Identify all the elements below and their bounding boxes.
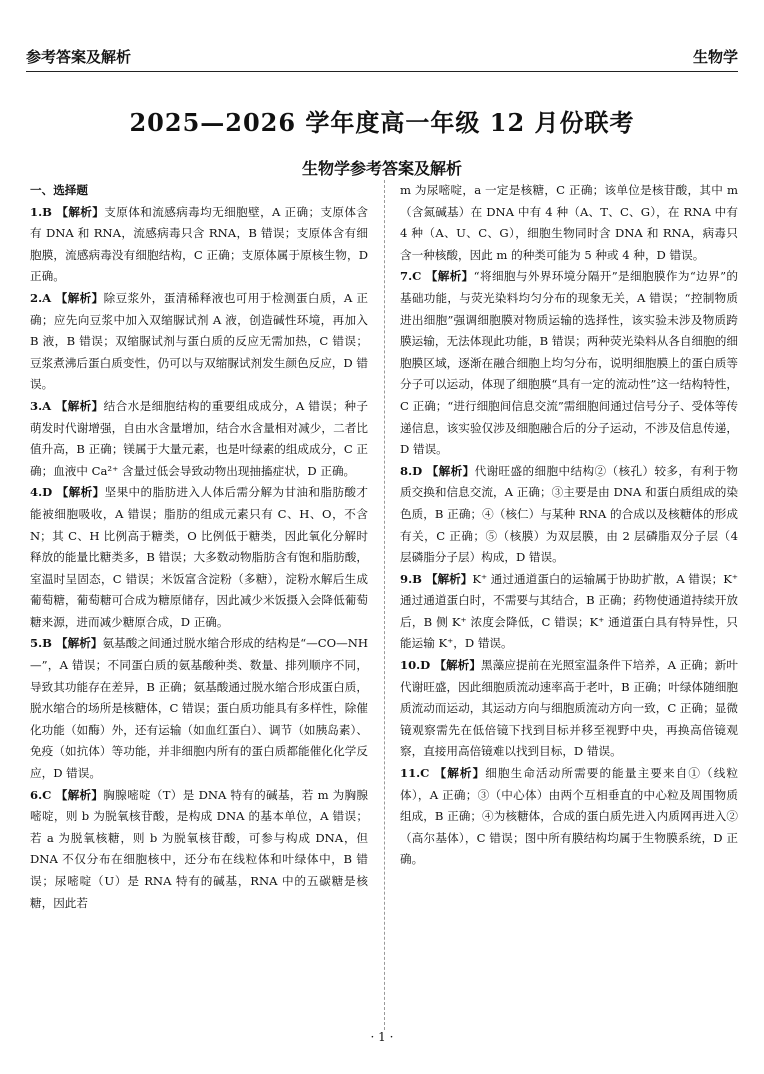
header-rule [26,71,738,72]
analysis-tag: 【解析】 [55,636,103,651]
answer-letter: B [42,204,57,219]
answer-letter: A [42,290,56,305]
question-number: 3. [30,398,43,413]
question-item [400,569,738,655]
analysis-text: 除豆浆外，蛋清稀释液也可用于检测蛋白质，A 正确；应先向豆浆中加入双缩脲试剂 A 液，创造碱性环境，再加入 B 液，B 错误；双缩脲试剂与蛋白质的反应无需加热，C 错误；豆浆煮沸后蛋白质变性，仍可以与双缩脲试剂发生颜色反应，D 错误。 [30,290,368,392]
analysis-text: m 为尿嘧啶，a 一定是核糖，C 正确；该单位是核苷酸，其中 m（含氮碱基）在 DNA 中有 4 种（A、T、C、G），在 RNA 中有 4 种（A、U、C、G），细胞生物同时含 DNA 和 RNA，病毒只含一种核酸，因此 m 的种类可能为 5 种或 4 种，D 错误。 [400,183,738,262]
left-column [30,180,368,914]
analysis-tag: 【解析】 [55,290,104,305]
analysis-text: K⁺ 通过通道蛋白的运输属于协助扩散，A 错误；K⁺ 通过通道蛋白时，不需要与其结合，B 正确；药物使通道持续开放后，B 侧 K⁺ 浓度会降低，C 错误；K⁺ 通道蛋白具有特异性，只能运输 K⁺，D 错误。 [400,571,738,651]
page-number: · 1 · [370,1030,394,1044]
question-item [30,633,368,784]
answer-letter: A [42,398,56,413]
analysis-tag: 【解析】 [434,766,486,781]
question-number: 9. [400,571,413,586]
analysis-tag: 【解析】 [55,787,104,802]
analysis-text: 结合水是细胞结构的重要组成成分，A 错误；种子萌发时代谢增强，自由水含量增加，结合水含量相对减少，二者比值升高，B 正确；镁属于大量元素，也是叶绿素的组成成分，C 正确；血液中 Ca²⁺ 含量过低会导致动物出现抽搐症状，D 正确。 [30,398,368,478]
question-number: 5. [30,636,43,651]
answer-letter: C [420,766,435,781]
question-number: 6. [30,787,43,802]
analysis-tag: 【解析】 [425,571,473,586]
answer-letter: C [42,787,56,802]
answer-letter: D [420,658,435,673]
question-item [400,763,738,871]
question-number: 11. [400,766,421,781]
right-question-list [400,180,738,871]
question-item [30,785,368,915]
analysis-text: 坚果中的脂肪进入人体后需分解为甘油和脂肪酸才能被细胞吸收，A 错误；脂肪的组成元素只有 C、H、O，不含 N；其 C、H 比例高于糖类，O 比例低于糖类，因此氧化分解时释放的能量比糖类多，B 错误；大多数动物脂肪含有饱和脂肪酸，室温时呈固态，C 错误；米饭富含淀粉（多糖），淀粉水解后生成葡萄糖，葡萄糖可合成为糖原储存，因此减少米饭摄入会降低葡萄糖来源，进而减少糖原合成，D 正确。 [30,485,368,629]
question-item [30,202,368,288]
right-column [400,180,738,871]
header-left-text: 参考答案及解析 [26,48,132,66]
left-question-list [30,202,368,915]
question-number: 2. [30,290,43,305]
question-item [30,482,368,633]
analysis-tag: 【解析】 [434,658,481,673]
analysis-tag: 【解析】 [55,398,104,413]
question-number: 4. [30,485,43,500]
analysis-text: 胸腺嘧啶（T）是 DNA 特有的碱基，若 m 为胸腺嘧啶，则 b 为脱氧核苷酸，是构成 DNA 的基本单位，A 错误；若 a 为脱氧核糖，则 b 为脱氧核苷酸，可参与构成 DNA，但 DNA 不仅分布在细胞核中，还分布在线粒体和叶绿体中，B 错误；尿嘧啶（U）是 RNA 特有的碱基，RNA 中的五碳糖是核糖，因此若 [30,787,368,910]
page-subtitle: 生物学参考答案及解析 [301,159,462,178]
analysis-text: 细胞生命活动所需要的能量主要来自①（线粒体），A 正确；③（中心体）由两个互相垂直的中心粒及周围物质组成，B 正确；④为核糖体，合成的蛋白质先进入内质网再进入②（高尔基体），C 错误；图中所有膜结构均属于生物膜系统，D 正确。 [400,766,738,867]
analysis-text: “将细胞与外界环境分隔开”是细胞膜作为“边界”的基础功能，与荧光染料均匀分布的现象无关，A 错误；“控制物质进出细胞”强调细胞膜对物质运输的选择性，该实验未涉及物质跨膜运输，无法体现此功能，B 错误；两种荧光染料从各自细胞的细胞膜区域，逐渐在融合细胞上均匀分布，说明细胞膜上的蛋白质等分子可以运动，体现了细胞膜“具有一定的流动性”这一结构特性，C 正确；“进行细胞间信息交流”需细胞间通过信号分子、受体等传递信息，该实验仅涉及细胞融合后的分子运动，不涉及信息传递，D 错误。 [400,269,738,457]
analysis-tag: 【解析】 [56,204,105,219]
question-item [30,288,368,396]
header-subject: 生物学 [692,48,738,66]
question-number: 1. [30,204,43,219]
question-item [400,180,738,266]
analysis-text: 支原体和流感病毒均无细胞壁，A 正确；支原体含有 DNA 和 RNA，流感病毒只含 RNA，B 错误；支原体含有细胞膜，流感病毒没有细胞结构，C 正确；支原体属于原核生物，D 正确。 [30,204,368,284]
answer-letter: D [42,485,57,500]
analysis-tag: 【解析】 [425,269,474,284]
column-divider [384,180,385,1030]
section-heading: 一、选择题 [30,183,88,197]
analysis-tag: 【解析】 [56,485,105,500]
question-number: 8. [400,463,413,478]
answer-letter: B [412,571,426,586]
analysis-tag: 【解析】 [426,463,475,478]
question-number: 7. [400,269,413,284]
analysis-text: 黑藻应提前在光照室温条件下培养，A 正确；新叶代谢旺盛，因此细胞质流动速率高于老叶，B 正确；叶绿体随细胞质流动而运动，其运动方向与细胞质流动方向一致，C 正确；显微镜观察需先在低倍镜下找到目标并移至视野中央，再换高倍镜观察，直接用高倍镜难以找到目标，D 错误。 [400,658,738,759]
analysis-text: 氨基酸之间通过脱水缩合形成的结构是“—CO—NH—”，A 错误；不同蛋白质的氨基酸种类、数量、排列顺序不同，导致其功能存在差异，B 正确；氨基酸通过脱水缩合形成蛋白质，脱水缩合的场所是核糖体，C 错误；蛋白质功能具有多样性，除催化功能（如酶）外，还有运输（如血红蛋白）、调节（如胰岛素）、免疫（如抗体）等功能，并非细胞内所有的蛋白质都能催化化学反应，D 错误。 [30,636,368,781]
analysis-text: 代谢旺盛的细胞中结构②（核孔）较多，有利于物质交换和信息交流，A 正确；③主要是由 DNA 和蛋白质组成的染色质，B 正确；④（核仁）与某种 RNA 的合成以及核糖体的形成有关，C 正确；⑤（核膜）为双层膜，由 2 层磷脂双分子层（4 层磷脂分子层）构成，D 错误。 [400,463,738,565]
question-item [400,461,738,569]
question-number: 10. [400,658,421,673]
answer-letter: D [412,463,427,478]
question-item [400,655,738,763]
page-title: 2025—2026 学年度高一年级 12 月份联考 [129,108,635,137]
answer-letter: B [42,636,56,651]
answer-letter: C [412,269,426,284]
page-header [26,40,738,70]
question-item [30,396,368,482]
question-item [400,266,738,460]
